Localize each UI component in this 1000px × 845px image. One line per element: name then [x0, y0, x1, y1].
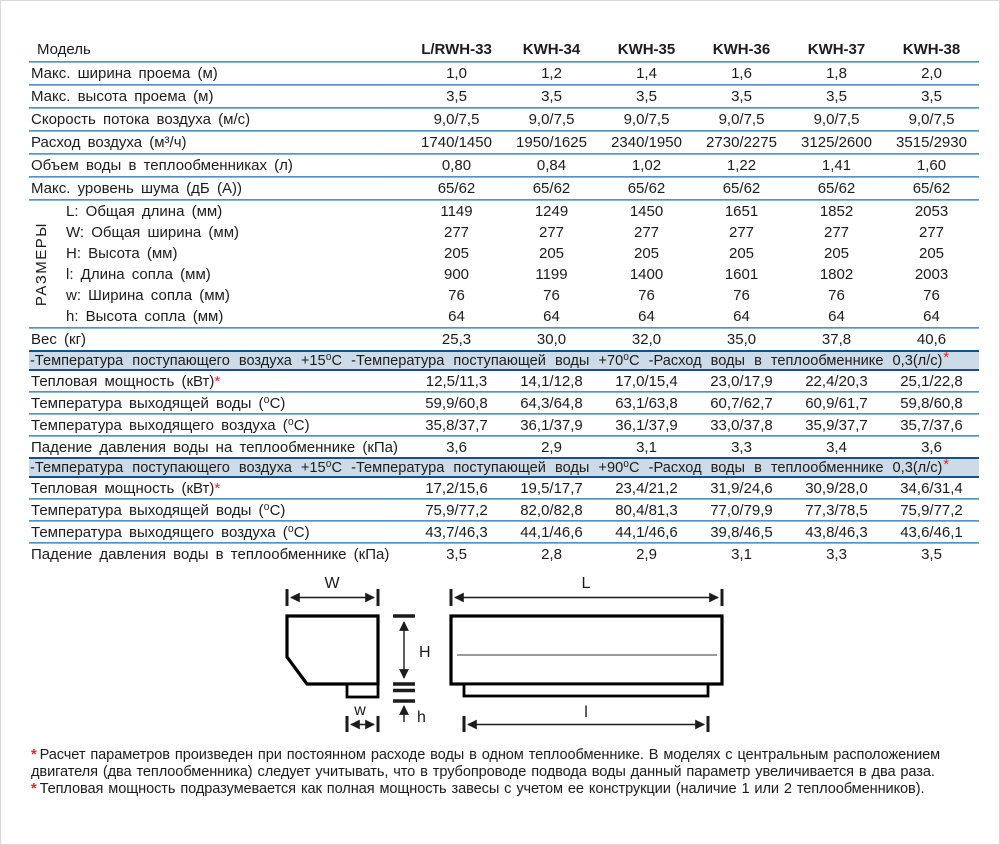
value-cell: 1450 — [629, 203, 664, 220]
value-cell: 1601 — [724, 266, 759, 283]
value-cell: 60,7/62,7 — [710, 394, 773, 412]
value-cell: 17,2/15,6 — [425, 479, 488, 497]
front-view-nozzle — [464, 684, 708, 696]
table-row — [29, 329, 979, 350]
value-cell: 64,3/64,8 — [520, 394, 583, 412]
value-cell: 31,9/24,6 — [710, 479, 773, 497]
section-90-rows — [29, 478, 979, 564]
table-row — [29, 478, 979, 498]
row-label — [29, 134, 409, 151]
dim-nozzle-height — [393, 691, 415, 723]
value-cell: 80,4/81,3 — [615, 501, 678, 519]
value-cell: 76 — [638, 287, 655, 304]
table-row — [29, 264, 979, 285]
value-cell: 23,4/21,2 — [615, 479, 678, 497]
value-cell: 3125/2600 — [801, 134, 872, 151]
value-cell: 75,9/77,2 — [425, 501, 488, 519]
row-label — [29, 88, 409, 105]
value-cell: 76 — [733, 287, 750, 304]
red-asterisk: * — [31, 781, 37, 797]
value-cell: 3,3 — [826, 545, 847, 563]
value-cell: 205 — [728, 245, 755, 262]
table-row — [29, 109, 979, 130]
value-cell: 17,0/15,4 — [615, 372, 678, 390]
footnotes — [31, 747, 979, 798]
value-cell: 35,7/37,6 — [900, 416, 963, 434]
row-label-text: l: Длина сопла (мм) — [66, 266, 211, 283]
value-cell: 65/62 — [817, 180, 856, 197]
value-cell: 32,0 — [631, 331, 662, 348]
table-row — [29, 393, 979, 413]
row-label-text: h: Высота сопла (мм) — [66, 308, 224, 325]
value-cell: 64 — [828, 308, 845, 325]
model-column-header: KWH-34 — [522, 40, 581, 58]
table-row — [29, 243, 979, 264]
red-asterisk: * — [31, 747, 37, 763]
value-cell: 65/62 — [532, 180, 571, 197]
table-row — [29, 63, 979, 84]
value-cell: 65/62 — [912, 180, 951, 197]
value-cell: 3515/2930 — [896, 134, 967, 151]
value-cell: 1852 — [819, 203, 854, 220]
row-label — [29, 224, 409, 241]
value-cell: 9,0/7,5 — [908, 111, 955, 128]
table-row — [29, 222, 979, 243]
value-cell: 76 — [448, 287, 465, 304]
model-column-header: KWH-36 — [712, 40, 771, 58]
row-label — [29, 373, 409, 390]
value-cell: 64 — [543, 308, 560, 325]
value-cell: 277 — [538, 224, 565, 241]
value-cell: 60,9/61,7 — [805, 394, 868, 412]
conditions-band-70-text: -Температура поступающего воздуха +15⁰С -Температура поступающей воды +70⁰С -Расход воды в теплообменнике 0,3(л/с) — [30, 353, 943, 369]
row-label — [29, 394, 409, 412]
dimensions-rows — [29, 201, 979, 327]
value-cell: 1,4 — [636, 65, 657, 82]
value-cell: 1400 — [629, 266, 664, 283]
dim-label-H: H — [419, 644, 431, 661]
table-row — [29, 306, 979, 327]
value-cell: 3,4 — [826, 438, 847, 456]
row-label-text: Тепловая мощность (кВт) — [31, 479, 215, 497]
value-cell: 2003 — [914, 266, 949, 283]
value-cell: 14,1/12,8 — [520, 372, 583, 390]
value-cell: 43,7/46,3 — [425, 523, 488, 541]
row-label-text: L: Общая длина (мм) — [66, 203, 223, 220]
model-column-header: L/RWH-33 — [421, 40, 492, 58]
red-asterisk: * — [943, 349, 950, 366]
model-column-header: KWH-35 — [617, 40, 676, 58]
value-cell: 76 — [543, 287, 560, 304]
value-cell: 1,0 — [446, 65, 467, 82]
row-label — [29, 203, 409, 220]
value-cell: 900 — [443, 266, 470, 283]
table-row — [29, 201, 979, 222]
value-cell: 205 — [443, 245, 470, 262]
value-cell: 1,8 — [826, 65, 847, 82]
value-cell: 77,0/79,9 — [710, 501, 773, 519]
row-label — [29, 180, 409, 197]
value-cell: 36,1/37,9 — [520, 416, 583, 434]
red-asterisk: * — [214, 479, 221, 497]
value-cell: 9,0/7,5 — [623, 111, 670, 128]
dimensions-diagram — [251, 564, 751, 744]
row-label — [29, 266, 409, 283]
dim-label-h: h — [417, 709, 426, 726]
value-cell: 3,6 — [921, 438, 942, 456]
row-label — [29, 331, 409, 348]
row-label-text: Макс. ширина проема (м) — [31, 65, 218, 82]
value-cell: 82,0/82,8 — [520, 501, 583, 519]
value-cell: 1,02 — [631, 157, 662, 174]
section-70-rows — [29, 371, 979, 457]
footnote-text: Расчет параметров произведен при постоянном расходе воды в одном теплообменнике. В моделях с центральным расположением двигателя (два теплообменника) следует учитывать, что в трубопроводе подвода воды данный параметр увеличивается в два раза. — [31, 747, 941, 780]
value-cell: 205 — [538, 245, 565, 262]
table-row — [29, 178, 979, 199]
table-row — [29, 371, 979, 391]
value-cell: 43,6/46,1 — [900, 523, 963, 541]
dimensions-group — [29, 201, 979, 327]
value-cell: 30,0 — [536, 331, 567, 348]
table-row — [29, 437, 979, 457]
value-cell: 19,5/17,7 — [520, 479, 583, 497]
value-cell: 22,4/20,3 — [805, 372, 868, 390]
value-cell: 35,8/37,7 — [425, 416, 488, 434]
row-label — [29, 480, 409, 497]
value-cell: 40,6 — [916, 331, 947, 348]
value-cell: 23,0/17,9 — [710, 372, 773, 390]
value-cell: 0,84 — [536, 157, 567, 174]
value-cell: 1,6 — [731, 65, 752, 82]
value-cell: 3,5 — [731, 88, 752, 105]
value-cell: 1651 — [724, 203, 759, 220]
row-label-text: Расход воздуха (м³/ч) — [31, 134, 187, 151]
side-view-nozzle — [347, 684, 378, 697]
value-cell: 1149 — [440, 203, 473, 220]
value-cell: 9,0/7,5 — [433, 111, 480, 128]
value-cell: 76 — [923, 287, 940, 304]
value-cell: 3,5 — [446, 88, 467, 105]
value-cell: 2,8 — [541, 545, 562, 563]
value-cell: 2,9 — [541, 438, 562, 456]
table-row — [29, 285, 979, 306]
value-cell: 9,0/7,5 — [718, 111, 765, 128]
value-cell: 64 — [638, 308, 655, 325]
value-cell: 1950/1625 — [516, 134, 587, 151]
model-column-header: KWH-37 — [807, 40, 866, 58]
value-cell: 3,5 — [921, 545, 942, 563]
value-cell: 3,6 — [446, 438, 467, 456]
value-cell: 35,9/37,7 — [805, 416, 868, 434]
row-label-text: w: Ширина сопла (мм) — [66, 287, 230, 304]
row-label-text: Объем воды в теплообменниках (л) — [31, 157, 293, 174]
row-label-text: W: Общая ширина (мм) — [66, 224, 239, 241]
row-label-text: Температура выходящей воды (⁰С) — [31, 502, 286, 519]
dimensions-group-label: РАЗМЕРЫ — [33, 221, 50, 307]
row-label — [29, 523, 409, 541]
value-cell: 39,8/46,5 — [710, 523, 773, 541]
value-cell: 64 — [733, 308, 750, 325]
row-label — [29, 65, 409, 82]
value-cell: 2340/1950 — [611, 134, 682, 151]
value-cell: 2,0 — [921, 65, 942, 82]
row-label-text: H: Высота (мм) — [66, 245, 178, 262]
table-row — [29, 155, 979, 176]
value-cell: 1,22 — [726, 157, 757, 174]
value-cell: 36,1/37,9 — [615, 416, 678, 434]
value-cell: 65/62 — [722, 180, 761, 197]
row-label-text: Падение давления воды на теплообменнике (кПа) — [31, 438, 399, 456]
value-cell: 205 — [918, 245, 945, 262]
value-cell: 37,8 — [821, 331, 852, 348]
value-cell: 44,1/46,6 — [615, 523, 678, 541]
value-cell: 59,8/60,8 — [900, 394, 963, 412]
conditions-band-90 — [29, 457, 979, 478]
value-cell: 25,1/22,8 — [900, 372, 963, 390]
row-label-text: Тепловая мощность (кВт) — [31, 372, 215, 390]
value-cell: 9,0/7,5 — [528, 111, 575, 128]
value-cell: 3,5 — [826, 88, 847, 105]
value-cell: 25,3 — [441, 331, 472, 348]
value-cell: 9,0/7,5 — [813, 111, 860, 128]
value-cell: 0,80 — [441, 157, 472, 174]
row-label-text: Вес (кг) — [31, 331, 87, 348]
value-cell: 2730/2275 — [706, 134, 777, 151]
row-label — [29, 546, 409, 563]
value-cell: 277 — [728, 224, 755, 241]
row-label — [29, 439, 409, 456]
value-cell: 205 — [633, 245, 660, 262]
footnote — [31, 747, 979, 781]
value-cell: 64 — [448, 308, 465, 325]
value-cell: 30,9/28,0 — [805, 479, 868, 497]
weight-section — [29, 329, 979, 350]
value-cell: 1199 — [535, 266, 568, 283]
table-header-row — [29, 37, 979, 61]
row-label-text: Температура выходящей воды (⁰С) — [31, 395, 286, 412]
value-cell: 35,0 — [726, 331, 757, 348]
footnote-text: Тепловая мощность подразумевается как полная мощность завесы с учетом ее конструкции (наличие 1 или 2 теплообменников). — [39, 781, 925, 797]
red-asterisk: * — [943, 456, 950, 473]
row-label — [29, 308, 409, 325]
value-cell: 3,1 — [636, 438, 657, 456]
dim-label-W: W — [324, 575, 340, 592]
spec-table — [29, 37, 979, 564]
header-model-label: Модель — [37, 40, 91, 58]
row-label — [29, 111, 409, 128]
value-cell: 34,6/31,4 — [900, 479, 963, 497]
value-cell: 1,60 — [916, 157, 947, 174]
value-cell: 2053 — [914, 203, 949, 220]
value-cell: 277 — [823, 224, 850, 241]
value-cell: 3,5 — [446, 545, 467, 563]
value-cell: 63,1/63,8 — [615, 394, 678, 412]
value-cell: 1740/1450 — [421, 134, 492, 151]
value-cell: 43,8/46,3 — [805, 523, 868, 541]
value-cell: 3,5 — [636, 88, 657, 105]
value-cell: 277 — [443, 224, 470, 241]
side-view-outline — [287, 616, 378, 697]
row-label — [29, 501, 409, 519]
row-label — [29, 245, 409, 262]
value-cell: 75,9/77,2 — [900, 501, 963, 519]
dim-label-l: l — [584, 704, 588, 721]
table-row — [29, 86, 979, 107]
value-cell: 65/62 — [627, 180, 666, 197]
value-cell: 12,5/11,3 — [425, 372, 488, 390]
value-cell: 44,1/46,6 — [520, 523, 583, 541]
row-label — [29, 287, 409, 304]
row-label-text: Температура выходящего воздуха (⁰С) — [31, 417, 310, 434]
conditions-band-70 — [29, 350, 979, 371]
table-row — [29, 522, 979, 542]
row-label-text: Макс. высота проема (м) — [31, 88, 214, 105]
value-cell: 1249 — [534, 203, 569, 220]
dim-label-L: L — [581, 575, 591, 592]
value-cell: 1,2 — [541, 65, 562, 82]
value-cell: 3,3 — [731, 438, 752, 456]
table-row — [29, 544, 979, 564]
value-cell: 33,0/37,8 — [710, 416, 773, 434]
red-asterisk: * — [214, 372, 221, 390]
footnote — [31, 781, 979, 798]
value-cell: 59,9/60,8 — [425, 394, 488, 412]
row-label-text: Падение давления воды в теплообменнике (кПа) — [31, 545, 390, 563]
general-specs-section — [29, 63, 979, 201]
table-row — [29, 132, 979, 153]
value-cell: 2,9 — [636, 545, 657, 563]
dim-label-w: w — [354, 702, 366, 719]
value-cell: 64 — [923, 308, 940, 325]
value-cell: 3,5 — [921, 88, 942, 105]
dim-height — [393, 616, 415, 684]
value-cell: 65/62 — [437, 180, 476, 197]
value-cell: 277 — [918, 224, 945, 241]
table-row — [29, 415, 979, 435]
table-row — [29, 500, 979, 520]
front-view-outline — [451, 616, 722, 696]
value-cell: 77,3/78,5 — [805, 501, 868, 519]
value-cell: 3,1 — [731, 545, 752, 563]
row-label — [29, 157, 409, 174]
conditions-band-90-text: -Температура поступающего воздуха +15⁰С -Температура поступающей воды +90⁰С -Расход воды в теплообменнике 0,3(л/с) — [30, 460, 943, 476]
value-cell: 1,41 — [821, 157, 852, 174]
value-cell: 277 — [633, 224, 660, 241]
model-column-header: KWH-38 — [902, 40, 961, 58]
row-label — [29, 416, 409, 434]
value-cell: 205 — [823, 245, 850, 262]
value-cell: 1802 — [819, 266, 854, 283]
row-label-text: Температура выходящего воздуха (⁰С) — [31, 524, 310, 541]
row-label-text: Скорость потока воздуха (м/с) — [31, 111, 251, 128]
value-cell: 76 — [828, 287, 845, 304]
row-label-text: Макс. уровень шума (дБ (А)) — [31, 180, 242, 197]
value-cell: 3,5 — [541, 88, 562, 105]
